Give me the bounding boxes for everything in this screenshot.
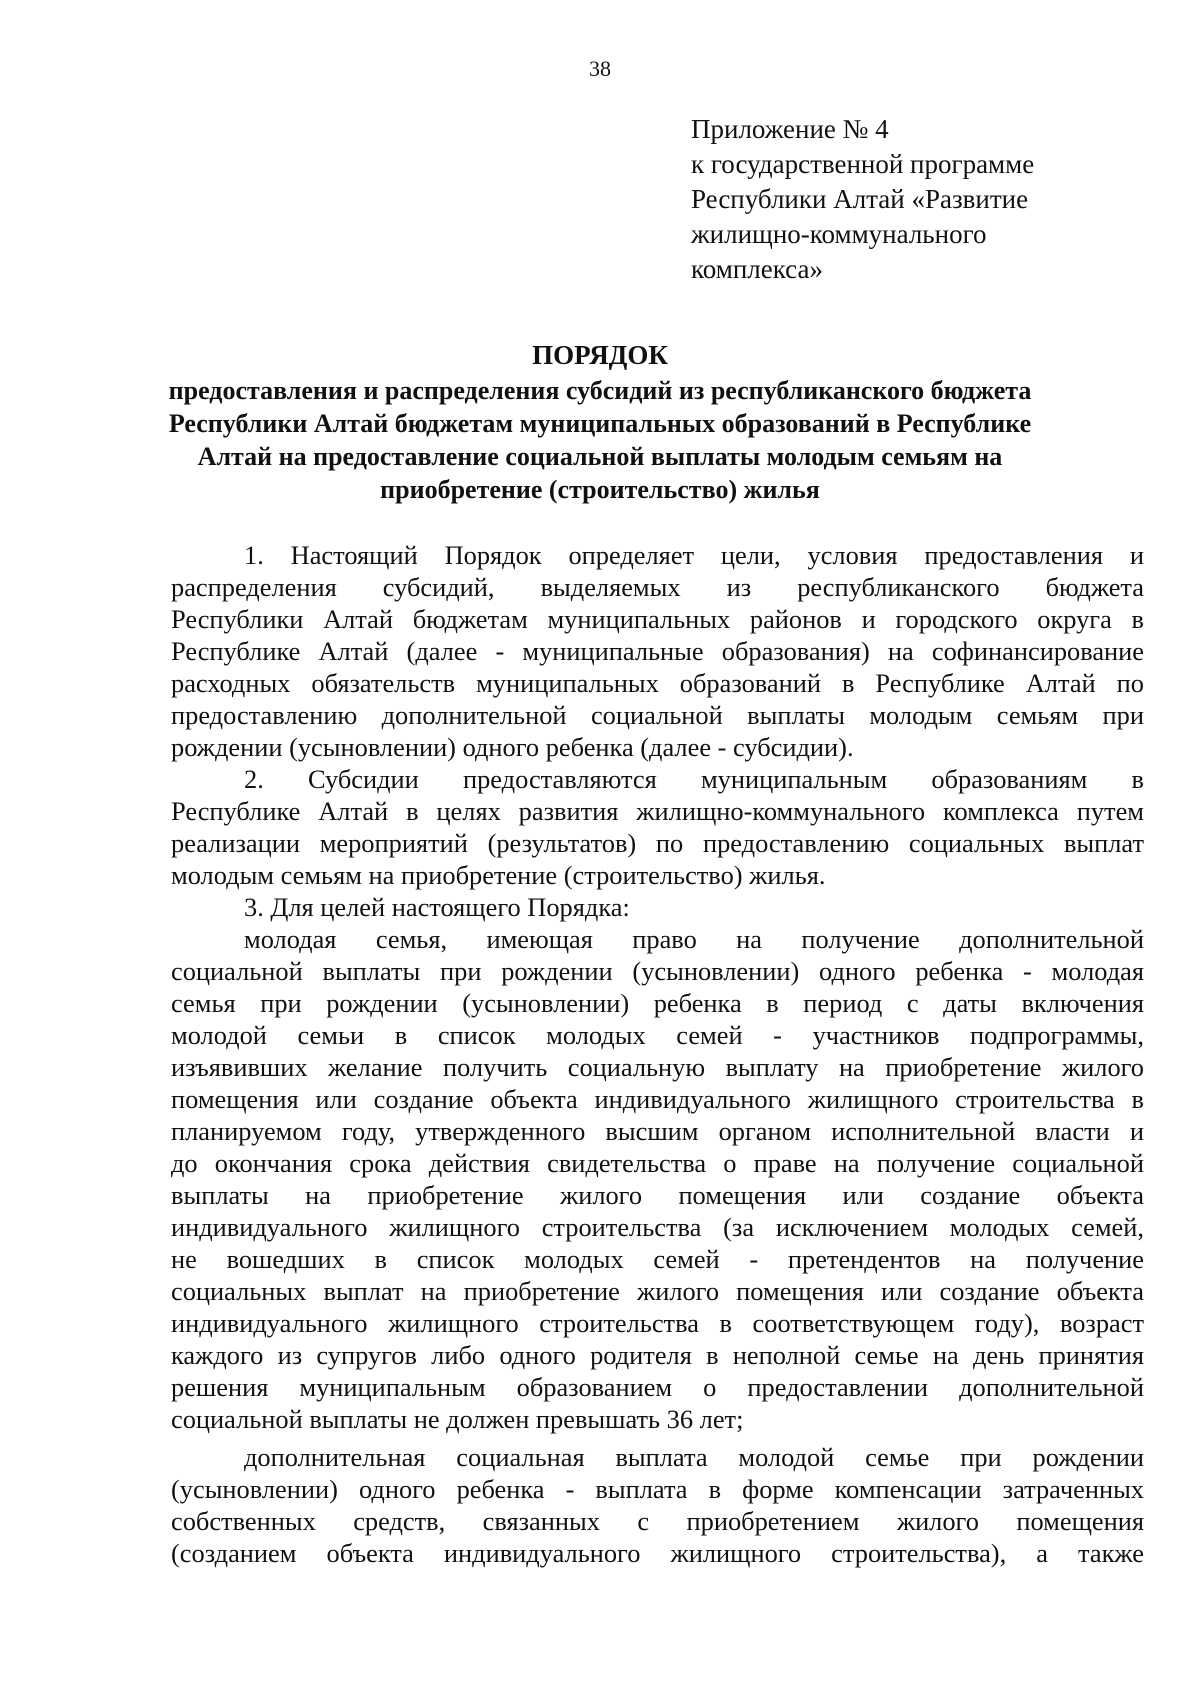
text-line: 2. Субсидии предоставляются муниципальным образованиям в [244,764,1144,794]
document-subtitle [0,374,1200,506]
text-line: планируемом году, утвержденного высшим органом исполнительной власти и [171,1116,1144,1146]
text-line: социальной выплаты не должен превышать 36 лет; [171,1404,744,1434]
appendix-line: жилищно-коммунального [691,219,987,249]
appendix-line: Приложение № 4 [691,114,889,144]
appendix-line: Республики Алтай «Развитие [691,184,1029,214]
appendix-line: к государственной программе [691,149,1035,179]
text-line: индивидуального жилищного строительства в соответствующем году), возраст [171,1308,1144,1338]
text-line: 1. Настоящий Порядок определяет цели, условия предоставления и [244,540,1144,570]
text-line: дополнительная социальная выплата молодой семье при рождении [244,1442,1144,1472]
text-line: выплаты на приобретение жилого помещения или создание объекта [171,1180,1144,1210]
text-line: Республике Алтай в целях развития жилищно-коммунального комплекса путем [171,796,1144,826]
paragraph-definition-young-family [171,923,1144,1435]
text-line: каждого из супругов либо одного родителя в неполной семье на день принятия [171,1340,1144,1370]
text-line: молодая семья, имеющая право на получение дополнительной [244,924,1144,954]
text-line: Республики Алтай бюджетам муниципальных районов и городского округа в [171,604,1144,634]
text-line: социальных выплат на приобретение жилого помещения или создание объекта [171,1276,1144,1306]
text-line: не вошедших в список молодых семей - претендентов на получение [171,1244,1144,1274]
text-line: (усыновлении) одного ребенка - выплата в форме компенсации затраченных [171,1474,1144,1504]
text-line: реализации мероприятий (результатов) по предоставлению социальных выплат [171,828,1144,858]
subtitle-line: приобретение (строительство) жилья [380,475,820,504]
text-line: молодой семьи в список молодых семей - участников подпрограммы, [171,1020,1144,1050]
paragraph-1 [171,539,1144,763]
appendix-line: комплекса» [691,254,823,284]
text-line: 3. Для целей настоящего Порядка: [244,892,630,922]
subtitle-line: Республики Алтай бюджетам муниципальных образований в Республике [168,409,1032,438]
subtitle-line: предоставления и распределения субсидий из республиканского бюджета [168,376,1032,405]
text-line: молодым семьям на приобретение (строительство) жилья. [171,860,826,890]
paragraph-definition-additional-payment [171,1441,1144,1569]
paragraph-3 [171,891,1144,923]
text-line: рождении (усыновлении) одного ребенка (далее - субсидии). [171,732,854,762]
appendix-header [691,112,1111,287]
text-line: социальной выплаты при рождении (усыновлении) одного ребенка - молодая [171,956,1144,986]
text-line: (созданием объекта индивидуального жилищного строительства), а также [171,1538,1144,1568]
text-line: распределения субсидий, выделяемых из республиканского бюджета [171,572,1144,602]
subtitle-line: Алтай на предоставление социальной выплаты молодым семьям на [197,442,1003,471]
document-title: ПОРЯДОК [532,340,668,370]
text-line: изъявивших желание получить социальную выплату на приобретение жилого [171,1052,1144,1082]
document-body [171,539,1144,1569]
text-line: индивидуального жилищного строительства (за исключением молодых семей, [171,1212,1144,1242]
text-line: Республике Алтай (далее - муниципальные образования) на софинансирование [171,636,1144,666]
text-line: предоставлению дополнительной социальной выплаты молодым семьям при [171,700,1144,730]
paragraph-2 [171,763,1144,891]
text-line: семья при рождении (усыновлении) ребенка в период с даты включения [171,988,1144,1018]
text-line: собственных средств, связанных с приобретением жилого помещения [171,1506,1144,1536]
page-number: 38 [589,56,611,81]
text-line: помещения или создание объекта индивидуального жилищного строительства в [171,1084,1144,1114]
text-line: решения муниципальным образованием о предоставлении дополнительной [171,1372,1144,1402]
text-line: расходных обязательств муниципальных образований в Республике Алтай по [171,668,1144,698]
text-line: до окончания срока действия свидетельства о праве на получение социальной [171,1148,1144,1178]
